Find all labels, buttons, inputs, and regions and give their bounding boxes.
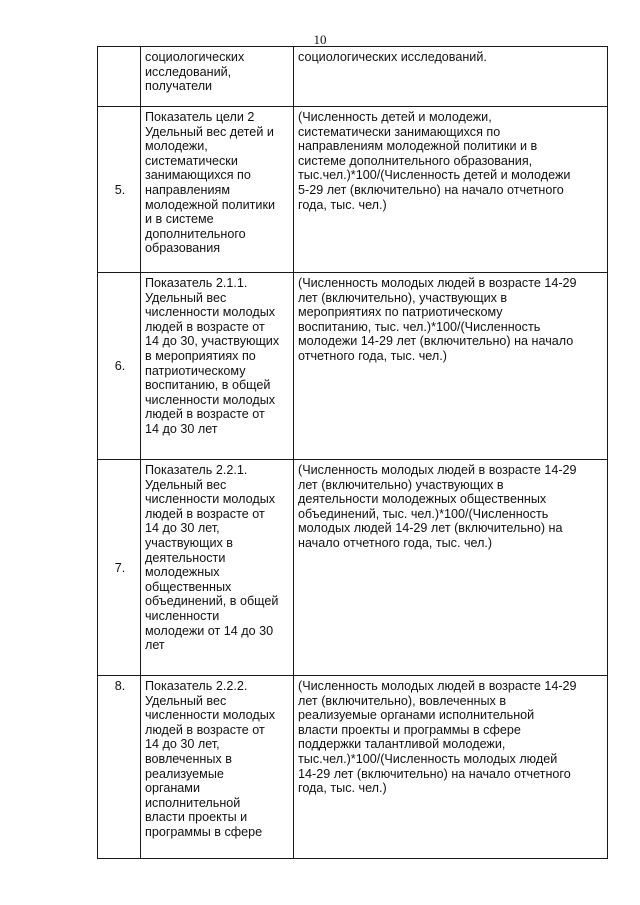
indicator-formula: (Численность молодых людей в возрасте 14-29 лет (включительно), участвующих в мероприятиях по патриотическому воспитанию, тыс. чел.)*100/(Численность молодежи 14-29 лет (включительно) на начало отчетного года, тыс. чел.) bbox=[294, 273, 608, 460]
indicator-formula: (Численность молодых людей в возрасте 14-29 лет (включительно) участвующих в деятельности молодежных общественных объединений, тыс. чел.)*100/(Численность молодых людей 14-29 лет (включительно) на начало отчетного года, тыс. чел.) bbox=[294, 460, 608, 676]
row-number: 5. bbox=[98, 107, 141, 273]
indicator-name: Показатель цели 2 Удельный вес детей и молодежи, систематически занимающихся по направлениям молодежной политики и в системе дополнительного образования bbox=[141, 107, 294, 273]
indicator-formula: (Численность детей и молодежи, систематически занимающихся по направлениям молодежной политики и в системе дополнительного образования, тыс.чел.)*100/(Численность детей и молодежи 5-29 лет (включительно) на начало отчетного года, тыс. чел.) bbox=[294, 107, 608, 273]
table-row bbox=[98, 273, 608, 460]
table-row bbox=[98, 47, 608, 107]
table-row bbox=[98, 676, 608, 859]
indicator-name: социологических исследований, получатели bbox=[141, 47, 294, 107]
indicator-formula: (Численность молодых людей в возрасте 14-29 лет (включительно), вовлеченных в реализуемые органами исполнительной власти проекты и программы в сфере поддержки талантливой молодежи, тыс.чел.)*100/(Численность молодых людей 14-29 лет (включительно) на начало отчетного года, тыс. чел.) bbox=[294, 676, 608, 859]
indicator-name: Показатель 2.2.1. Удельный вес численности молодых людей в возрасте от 14 до 30 лет, участвующих в деятельности молодежных общественных объединений, в общей численности молодежи от 14 до 30 лет bbox=[141, 460, 294, 676]
row-number: 7. bbox=[98, 460, 141, 676]
table-row bbox=[98, 107, 608, 273]
page-number: 10 bbox=[313, 32, 327, 47]
table-row bbox=[98, 460, 608, 676]
indicators-table bbox=[97, 46, 608, 859]
indicator-formula: социологических исследований. bbox=[294, 47, 608, 107]
row-number bbox=[98, 47, 141, 107]
row-number: 6. bbox=[98, 273, 141, 460]
indicator-name: Показатель 2.1.1. Удельный вес численности молодых людей в возрасте от 14 до 30, участвующих в мероприятиях по патриотическому воспитанию, в общей численности молодых людей в возрасте от 14 до 30 лет bbox=[141, 273, 294, 460]
row-number: 8. bbox=[98, 676, 141, 859]
indicator-name: Показатель 2.2.2. Удельный вес численности молодых людей в возрасте от 14 до 30 лет, вовлеченных в реализуемые органами исполнительной власти проекты и программы в сфере bbox=[141, 676, 294, 859]
